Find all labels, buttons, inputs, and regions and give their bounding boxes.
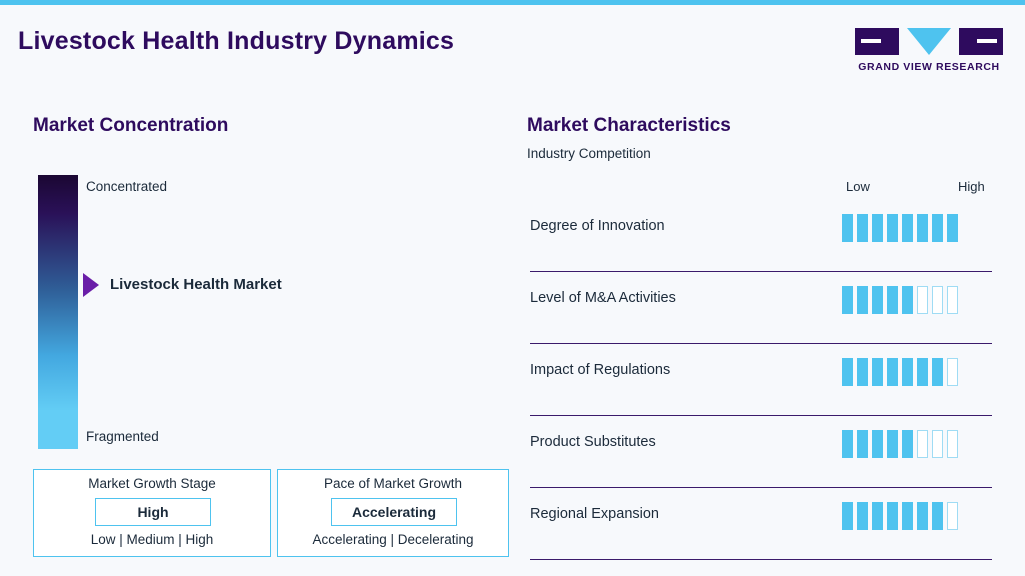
rating-tick-filled (887, 502, 898, 530)
characteristic-label: Product Substitutes (530, 434, 656, 450)
pace-scale: Accelerating | Decelerating (312, 532, 474, 547)
market-growth-stage-value: High (95, 498, 211, 526)
rating-tick-filled (857, 430, 868, 458)
rating-tick-filled (902, 502, 913, 530)
characteristic-row (530, 488, 992, 560)
characteristic-row (530, 200, 992, 272)
logo-triangle-icon (907, 28, 951, 55)
rating-tick-filled (872, 214, 883, 242)
concentration-top-label: Concentrated (86, 179, 168, 194)
rating-tick-empty (947, 358, 958, 386)
pace-title: Pace of Market Growth (323, 476, 463, 491)
scale-low-label: Low (846, 179, 870, 194)
concentration-gradient-bar (38, 175, 78, 449)
rating-tick-empty (947, 430, 958, 458)
market-growth-stage-title: Market Growth Stage (88, 476, 216, 491)
rating-tick-empty (947, 502, 958, 530)
rating-tick-filled (857, 214, 868, 242)
brand-logo (855, 28, 1003, 76)
pace-value: Accelerating (331, 498, 457, 526)
rating-tick-filled (902, 286, 913, 314)
rating-tick-filled (887, 430, 898, 458)
rating-tick-empty (932, 430, 943, 458)
rating-tick-filled (887, 358, 898, 386)
characteristic-rating-bars (842, 430, 958, 458)
rating-tick-filled (902, 430, 913, 458)
rating-tick-filled (872, 358, 883, 386)
rating-tick-empty (917, 430, 928, 458)
rating-tick-filled (857, 502, 868, 530)
characteristic-row (530, 344, 992, 416)
rating-tick-filled (917, 358, 928, 386)
rating-tick-filled (872, 430, 883, 458)
rating-tick-filled (932, 502, 943, 530)
market-pointer-icon (83, 273, 99, 297)
characteristic-rating-bars (842, 214, 958, 242)
rating-tick-filled (842, 214, 853, 242)
rating-tick-filled (842, 502, 853, 530)
logo-right-box-icon (959, 28, 1003, 55)
rating-tick-filled (947, 214, 958, 242)
characteristic-label: Level of M&A Activities (530, 290, 676, 306)
rating-tick-filled (932, 214, 943, 242)
rating-tick-filled (857, 358, 868, 386)
market-concentration-title: Market Concentration (33, 115, 229, 136)
rating-tick-empty (917, 286, 928, 314)
logo-left-box-icon (855, 28, 899, 55)
rating-tick-filled (842, 286, 853, 314)
rating-tick-filled (917, 214, 928, 242)
market-growth-stage-card (33, 469, 271, 557)
market-characteristics-subtitle: Industry Competition (527, 146, 651, 161)
market-pointer-label: Livestock Health Market (110, 276, 282, 293)
characteristic-label: Degree of Innovation (530, 218, 665, 234)
rating-tick-filled (902, 358, 913, 386)
characteristic-rating-bars (842, 502, 958, 530)
pace-of-market-growth-card (277, 469, 509, 557)
page-title: Livestock Health Industry Dynamics (18, 27, 455, 55)
market-characteristics-title: Market Characteristics (527, 115, 731, 136)
characteristic-label: Regional Expansion (530, 506, 659, 522)
rating-tick-filled (902, 214, 913, 242)
concentration-bottom-label: Fragmented (86, 429, 159, 444)
rating-tick-filled (932, 358, 943, 386)
logo-marks (855, 28, 1003, 58)
characteristic-rating-bars (842, 358, 958, 386)
characteristic-rating-bars (842, 286, 958, 314)
rating-tick-filled (872, 286, 883, 314)
characteristic-row (530, 272, 992, 344)
rating-tick-filled (857, 286, 868, 314)
rating-tick-filled (872, 502, 883, 530)
rating-tick-filled (842, 358, 853, 386)
rating-tick-filled (917, 502, 928, 530)
market-growth-stage-scale: Low | Medium | High (90, 532, 214, 547)
characteristic-label: Impact of Regulations (530, 362, 671, 378)
rating-tick-empty (947, 286, 958, 314)
rating-tick-filled (887, 286, 898, 314)
rating-tick-filled (842, 430, 853, 458)
logo-wordmark: GRAND VIEW RESEARCH (858, 61, 1000, 73)
row-divider (530, 559, 992, 560)
rating-tick-empty (932, 286, 943, 314)
characteristic-row (530, 416, 992, 488)
scale-high-label: High (958, 179, 985, 194)
rating-tick-filled (887, 214, 898, 242)
